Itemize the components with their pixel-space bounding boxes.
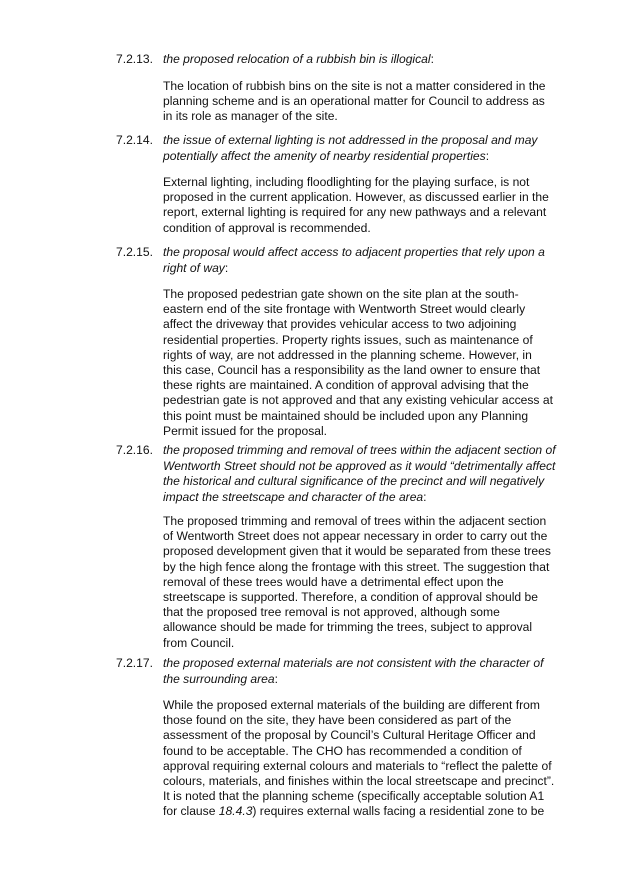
section-body: The proposed trimming and removal of trees within the adjacent section of Wentworth Street does not appear necessary in order to carry out the proposed development given that it would be separated from these trees by the high fence along the frontage with this street. The suggestion that removal of these trees would have a detrimental effect upon the streetscape is supported. Therefore, a condition of approval should be that the proposed tree removal is not approved, although some allowance should be made for trimming the trees, subject to approval from Council. (163, 514, 551, 650)
section-body: External lighting, including floodlighting for the playing surface, is not proposed in the current application. However, as discussed earlier in the report, external lighting is required for any new pathways and a relevant condition of approval is recommended. (163, 175, 549, 235)
section-number: 7.2.13. (116, 52, 153, 66)
section-number: 7.2.14. (116, 133, 153, 147)
heading-text: the proposal would affect access to adjacent properties that rely upon a right of way (163, 245, 545, 275)
section-heading (163, 52, 576, 68)
body-text-end: ) requires external walls facing a residential zone to be (252, 804, 545, 819)
heading-text: the proposed relocation of a rubbish bin is illogical (163, 52, 431, 66)
heading-colon: : (423, 489, 427, 504)
heading-colon: : (430, 52, 434, 66)
heading-colon: : (224, 260, 229, 275)
section-heading (163, 656, 576, 687)
heading-colon: : (485, 148, 490, 163)
body-text-main: While the proposed external materials of the building are different from those found on the site, they have been considered as part of the assessment of the proposal by Council’s Cultural Heritage Officer and found to be acceptable. The CHO has recommended a condition of approval requiring external colours and materials to “reflect the palette of colours, materials, and finishes within the local streetscape and precinct”. It is noted that the planning scheme (specifically acceptable solution A1 for clause (163, 698, 555, 819)
heading-text: the proposed external materials are not consistent with the character of the surrounding area (163, 656, 544, 686)
section-heading (163, 443, 576, 505)
section-number: 7.2.17. (116, 656, 153, 670)
section-number: 7.2.15. (116, 245, 153, 259)
heading-text: the proposed trimming and removal of trees within the adjacent section of Wentworth Street should not be approved as it would “detrimentally affect the historical and cultural significance of the precinct and will negatively impact the streetscape and character of the area (163, 443, 556, 504)
section-body (163, 698, 576, 820)
section-heading (163, 245, 576, 276)
section-heading (163, 133, 576, 164)
section-body: The location of rubbish bins on the site is not a matter considered in the planning scheme and is an operational matter for Council to address as in its role as manager of the site. (163, 79, 546, 124)
section-number: 7.2.16. (116, 443, 153, 457)
section-body: The proposed pedestrian gate shown on the site plan at the south- eastern end of the site frontage with Wentworth Street would clearly affect the driveway that provides vehicular access to two adjoining residential properties. Property rights issues, such as maintenance of rights of way, are not addressed in the planning scheme. However, in this case, Council has a responsibility as the land owner to ensure that these rights are maintained. A condition of approval advising that the pedestrian gate is not approved and that any existing vehicular access at this point must be maintained should be included upon any Planning Permit issued for the proposal. (163, 287, 553, 438)
clause-reference: 18.4.3 (218, 804, 253, 819)
heading-colon: : (274, 671, 278, 686)
heading-text: the issue of external lighting is not addressed in the proposal and may potentially affect the amenity of nearby residential properties (163, 133, 538, 163)
